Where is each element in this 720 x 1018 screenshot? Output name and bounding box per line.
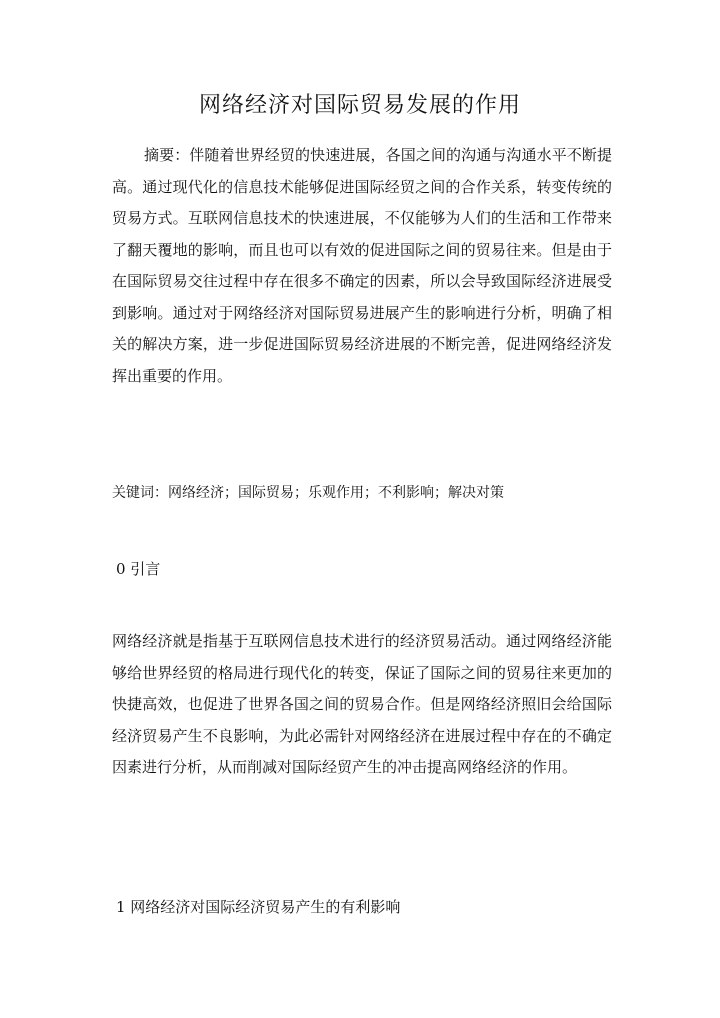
section-heading-introduction: 0 引言 — [116, 560, 161, 578]
section-heading-favorable-impact: 1 网络经济对国际经济贸易产生的有利影响 — [116, 898, 401, 916]
keywords-line: 关键词：网络经济；国际贸易；乐观作用；不利影响；解决对策 — [112, 485, 504, 501]
document-title: 网络经济对国际贸易发展的作用 — [198, 93, 521, 118]
abstract-paragraph: 摘要：伴随着世界经贸的快速进展，各国之间的沟通与沟通水平不断提高。通过现代化的信息技术能够促进国际经贸之间的合作关系，转变传统的贸易方式。互联网信息技术的快速进展，不仅能够为人们的生活和工作带来了翻天覆地的影响，而且也可以有效的促进国际之间的贸易往来。但是由于在国际贸易交往过程中存在很多不确定的因素，所以会导致国际经济进展受到影响。通过对于网络经济对国际贸易进展产生的影响进行分析，明确了相关的解决方案，进一步促进国际贸易经济进展的不断完善，促进网络经济发挥出重要的作用。 — [112, 146, 612, 385]
introduction-paragraph: 网络经济就是指基于互联网信息技术进行的经济贸易活动。通过网络经济能够给世界经贸的格局进行现代化的转变，保证了国际之间的贸易往来更加的快捷高效，也促进了世界各国之间的贸易合作。但是网络经济照旧会给国际经济贸易产生不良影响，为此必需针对网络经济在进展过程中存在的不确定因素进行分析，从而削减对国际经贸产生的冲击提高网络经济的作用。 — [112, 632, 612, 776]
